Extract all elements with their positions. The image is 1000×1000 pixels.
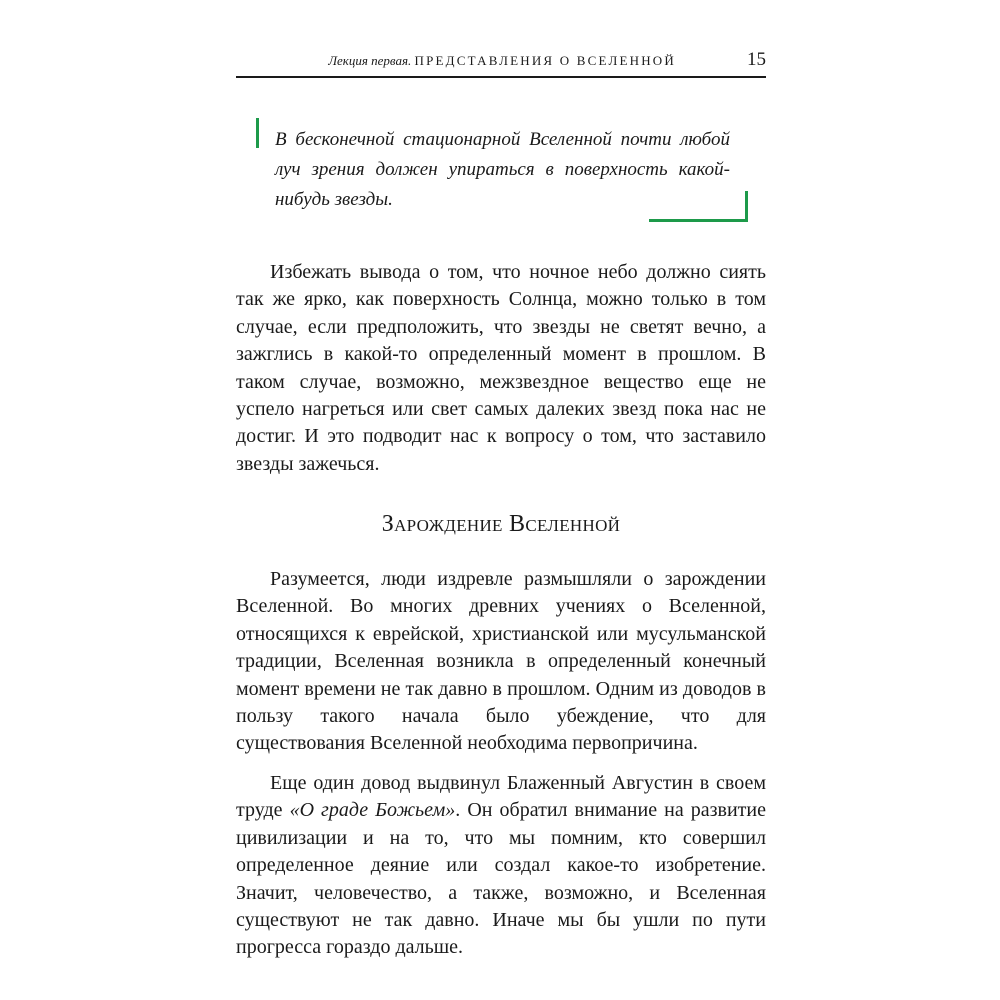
paragraph-text [236,770,766,962]
running-header-title [328,53,676,69]
pullquote [256,118,748,222]
body-paragraph-2 [236,566,766,758]
paragraph-text: Избежать вывода о том, что ночное небо должно сиять так же ярко, как поверхность Солнца, можно только в том случае, если предположить, что звезды не светят вечно, а зажглись в какой-то определенный момент в прошлом. В таком случае, возможно, межзвездное вещество еще не успело нагреться или свет самых далеких звезд пока нас не достиг. И это подводит нас к вопросу о том, что заставило звезды зажечься. [236,261,766,475]
chapter-title: ПРЕДСТАВЛЕНИЯ О ВСЕЛЕННОЙ [414,53,676,68]
pullquote-bottom-right-bracket [649,191,748,222]
pullquote-top-left-bracket [256,118,271,148]
body-paragraph-3 [236,770,766,962]
paragraph-text: Разумеется, люди издревле размышляли о зарождении Вселенной. Во многих древних учениях о Вселенной, относящихся к еврейской, христианской или мусульманской традиции, Вселенная возникла в определенный конечный момент времени не так давно в прошлом. Одним из доводов в пользу такого начала было убеждение, что для существования Вселенной необходима первопричина. [236,568,766,755]
section-heading: Зарождение Вселенной [381,511,621,537]
paragraph-text-before: Еще один довод выдвинул Блаженный Августин в своем труде [236,772,766,822]
page-number: 15 [747,49,766,70]
pullquote-text: В бесконечной стационарной Вселенной почти любой луч зрения должен упираться в поверхность какой-нибудь звезды. [275,129,730,210]
lecture-label: Лекция первая. [328,53,412,68]
body-paragraph-1 [236,259,766,478]
paragraph-text-after: . Он обратил внимание на развитие цивилизации и на то, что мы помним, кто совершил определенное деяние или создал какое-то изобретение. Значит, человечество, а также, возможно, и Вселенная существуют не так давно. Иначе мы бы ушли по пути прогресса гораздо дальше. [236,799,766,959]
book-title: «О граде Божьем» [289,799,456,822]
running-header [236,50,766,78]
